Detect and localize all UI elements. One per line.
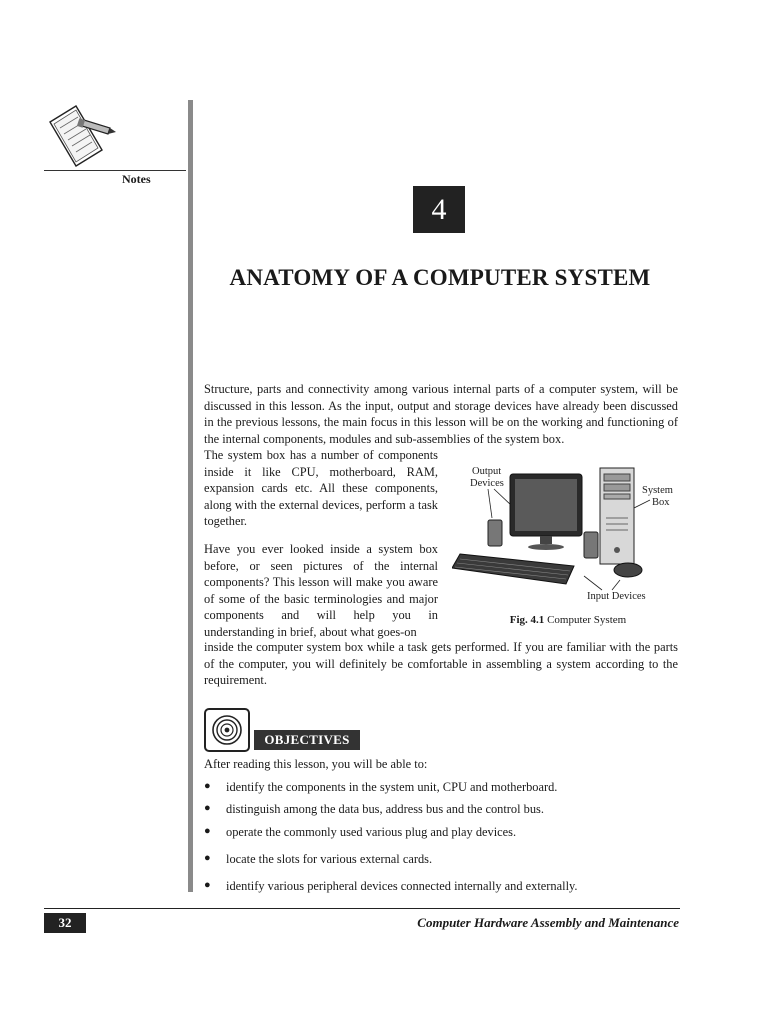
bullet-dot-icon: ● xyxy=(204,802,211,814)
bullet-dot-icon: ● xyxy=(204,780,211,792)
bullet-dot-icon: ● xyxy=(204,879,211,891)
figure-caption-text: Computer System xyxy=(547,614,627,626)
computer-system-figure xyxy=(452,458,684,606)
system-box-label: System xyxy=(642,485,673,496)
objective-text: identify various peripheral devices connected internally and externally. xyxy=(226,879,578,893)
system-box-paragraph: The system box has a number of components inside it like CPU, motherboard, RAM, expansion cards etc. All these components, along with the external devices, perform a task together. xyxy=(204,448,438,528)
bullet-dot-icon: ● xyxy=(204,825,211,837)
notes-label: Notes xyxy=(122,172,151,186)
bullet-dot-icon: ● xyxy=(204,852,211,864)
objective-text: distinguish among the data bus, address bus and the control bus. xyxy=(226,802,544,816)
notes-divider xyxy=(44,170,186,171)
objective-item xyxy=(204,879,578,894)
notes-pencil-icon xyxy=(46,100,118,176)
margin-vertical-bar xyxy=(188,100,193,892)
chapter-title: ANATOMY OF A COMPUTER SYSTEM xyxy=(229,265,651,290)
objectives-intro: After reading this lesson, you will be able to: xyxy=(204,757,428,771)
continuation-paragraph: inside the computer system box while a task gets performed. If you are familiar with the parts of the computer, you will definitely be comfortable in assembling a system according to the requirement. xyxy=(204,640,678,687)
objective-item xyxy=(204,802,544,817)
input-devices-label: Input Devices xyxy=(587,591,646,602)
chapter-number: 4 xyxy=(413,186,465,233)
page-number: 32 xyxy=(44,913,86,933)
output-devices-label: Devices xyxy=(470,478,504,489)
objective-text: identify the components in the system unit, CPU and motherboard. xyxy=(226,780,558,794)
figure-caption xyxy=(452,614,684,626)
lesson-aim-paragraph: Have you ever looked inside a system box before, or seen pictures of the internal components? This lesson will make you aware of some of the basic terminologies and major components and will help you in understanding in brief, about what goes-on xyxy=(204,542,438,639)
objective-item xyxy=(204,852,432,867)
objective-text: operate the commonly used various plug and play devices. xyxy=(226,825,517,839)
book-title: Computer Hardware Assembly and Maintenance xyxy=(417,915,679,930)
objectives-target-icon xyxy=(204,708,250,752)
objective-item xyxy=(204,780,557,795)
intro-paragraph: Structure, parts and connectivity among various internal parts of a computer system, will be discussed in this lesson. As the input, output and storage devices have already been discussed in the previous lessons, the main focus in this lesson will be on the working and functioning of the internal components, modules and sub-assemblies of the system box. xyxy=(204,382,678,446)
figure-caption-number: Fig. 4.1 xyxy=(509,614,545,626)
system-box-label: Box xyxy=(652,497,670,508)
footer-divider xyxy=(44,908,680,909)
objective-text: locate the slots for various external cards. xyxy=(226,852,433,866)
objective-item xyxy=(204,825,516,840)
output-devices-label: Output xyxy=(472,466,502,477)
objectives-heading: OBJECTIVES xyxy=(254,730,360,750)
